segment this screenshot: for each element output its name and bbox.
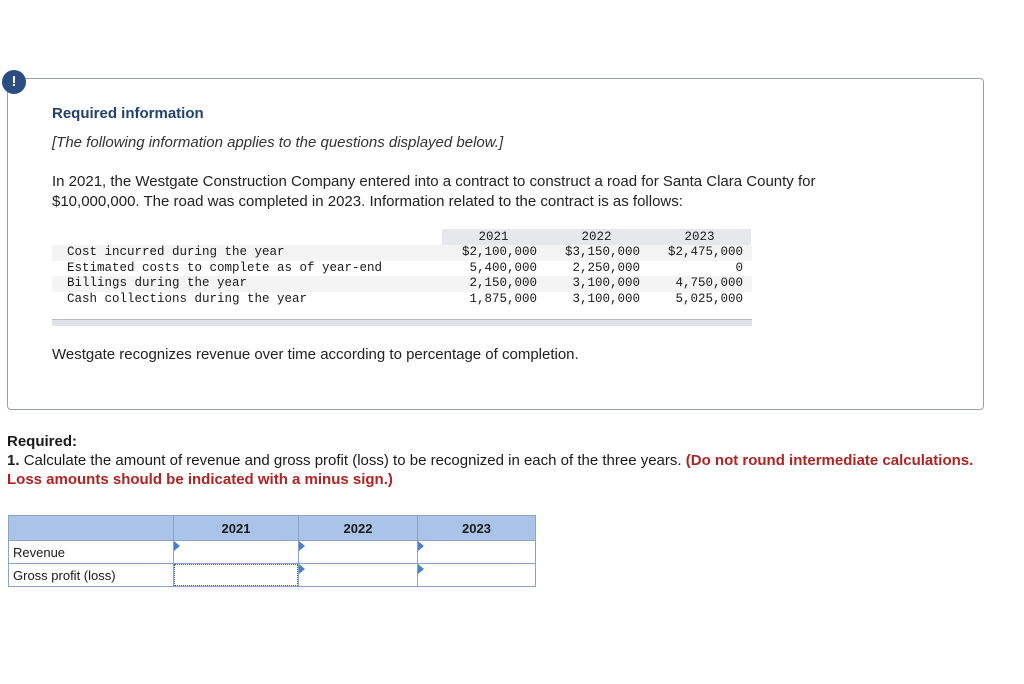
answer-row-gross-profit — [9, 564, 536, 587]
input-marker-icon — [418, 541, 424, 551]
required-section — [7, 432, 1007, 489]
row-value: 3,100,000 — [572, 291, 640, 306]
contract-data-table — [52, 229, 752, 326]
answer-header-2023: 2023 — [418, 516, 536, 541]
answer-header-2021: 2021 — [174, 516, 299, 541]
info-note: [The following information applies to the questions displayed below.] — [52, 134, 504, 151]
table-row — [52, 261, 752, 277]
required-label: Required: — [7, 433, 78, 450]
year-header: 2022 — [545, 229, 648, 245]
row-value: $2,100,000 — [461, 245, 537, 259]
table-row — [52, 292, 752, 308]
row-label: Billings during the year — [67, 276, 248, 290]
row-label: Estimated costs to complete as of year-end — [67, 260, 383, 275]
year-header: 2023 — [648, 229, 751, 245]
answer-header-2022: 2022 — [299, 516, 418, 541]
row-value: 3,100,000 — [572, 276, 640, 290]
revenue-2023-input[interactable] — [418, 541, 536, 564]
input-marker-icon — [299, 541, 305, 551]
answer-row-label: Gross profit (loss) — [9, 564, 174, 587]
gross-profit-2023-input[interactable] — [418, 564, 536, 587]
row-value: 2,150,000 — [469, 276, 537, 290]
answer-row-label: Revenue — [9, 541, 174, 564]
question-text — [7, 451, 1007, 489]
alert-icon: ! — [2, 70, 26, 94]
row-value: $3,150,000 — [564, 245, 640, 259]
table-header — [52, 229, 752, 245]
gross-profit-2022-input[interactable] — [299, 564, 418, 587]
row-label: Cash collections during the year — [67, 291, 308, 306]
question-body: Calculate the amount of revenue and gross profit (loss) to be recognized in each of the three years. — [23, 452, 682, 469]
row-value: 0 — [735, 260, 743, 275]
row-value: 1,875,000 — [469, 291, 537, 306]
answer-header-blank — [9, 516, 174, 541]
gross-profit-2021-input[interactable] — [174, 564, 299, 587]
answer-row-revenue — [9, 541, 536, 564]
input-marker-icon — [299, 564, 305, 574]
row-value: 5,025,000 — [675, 291, 743, 306]
table-row — [52, 245, 752, 261]
table-row — [52, 276, 752, 292]
row-label: Cost incurred during the year — [67, 245, 285, 259]
revenue-2022-input[interactable] — [299, 541, 418, 564]
input-marker-icon — [174, 541, 180, 551]
required-information-panel — [7, 78, 984, 410]
info-title: Required information — [52, 105, 204, 122]
info-closing: Westgate recognizes revenue over time according to percentage of completion. — [52, 346, 579, 363]
question-number: 1. — [7, 452, 20, 469]
answer-header-row — [9, 516, 536, 541]
year-header: 2021 — [442, 229, 545, 245]
table-footer-bar — [52, 319, 752, 326]
info-paragraph: In 2021, the Westgate Construction Company entered into a contract to construct a road for Santa Clara County for $10,000,000. The road was completed in 2023. Information related to the contract is as follows: — [52, 173, 816, 210]
row-value: 4,750,000 — [675, 276, 743, 290]
input-marker-icon — [418, 564, 424, 574]
row-value: $2,475,000 — [667, 245, 743, 259]
revenue-2021-input[interactable] — [174, 541, 299, 564]
row-value: 2,250,000 — [572, 260, 640, 275]
question-instruction: (Do not round intermediate calculations. Loss amounts should be indicated with a minus sign.) — [7, 452, 974, 488]
answer-table — [8, 515, 536, 587]
row-value: 5,400,000 — [469, 260, 537, 275]
